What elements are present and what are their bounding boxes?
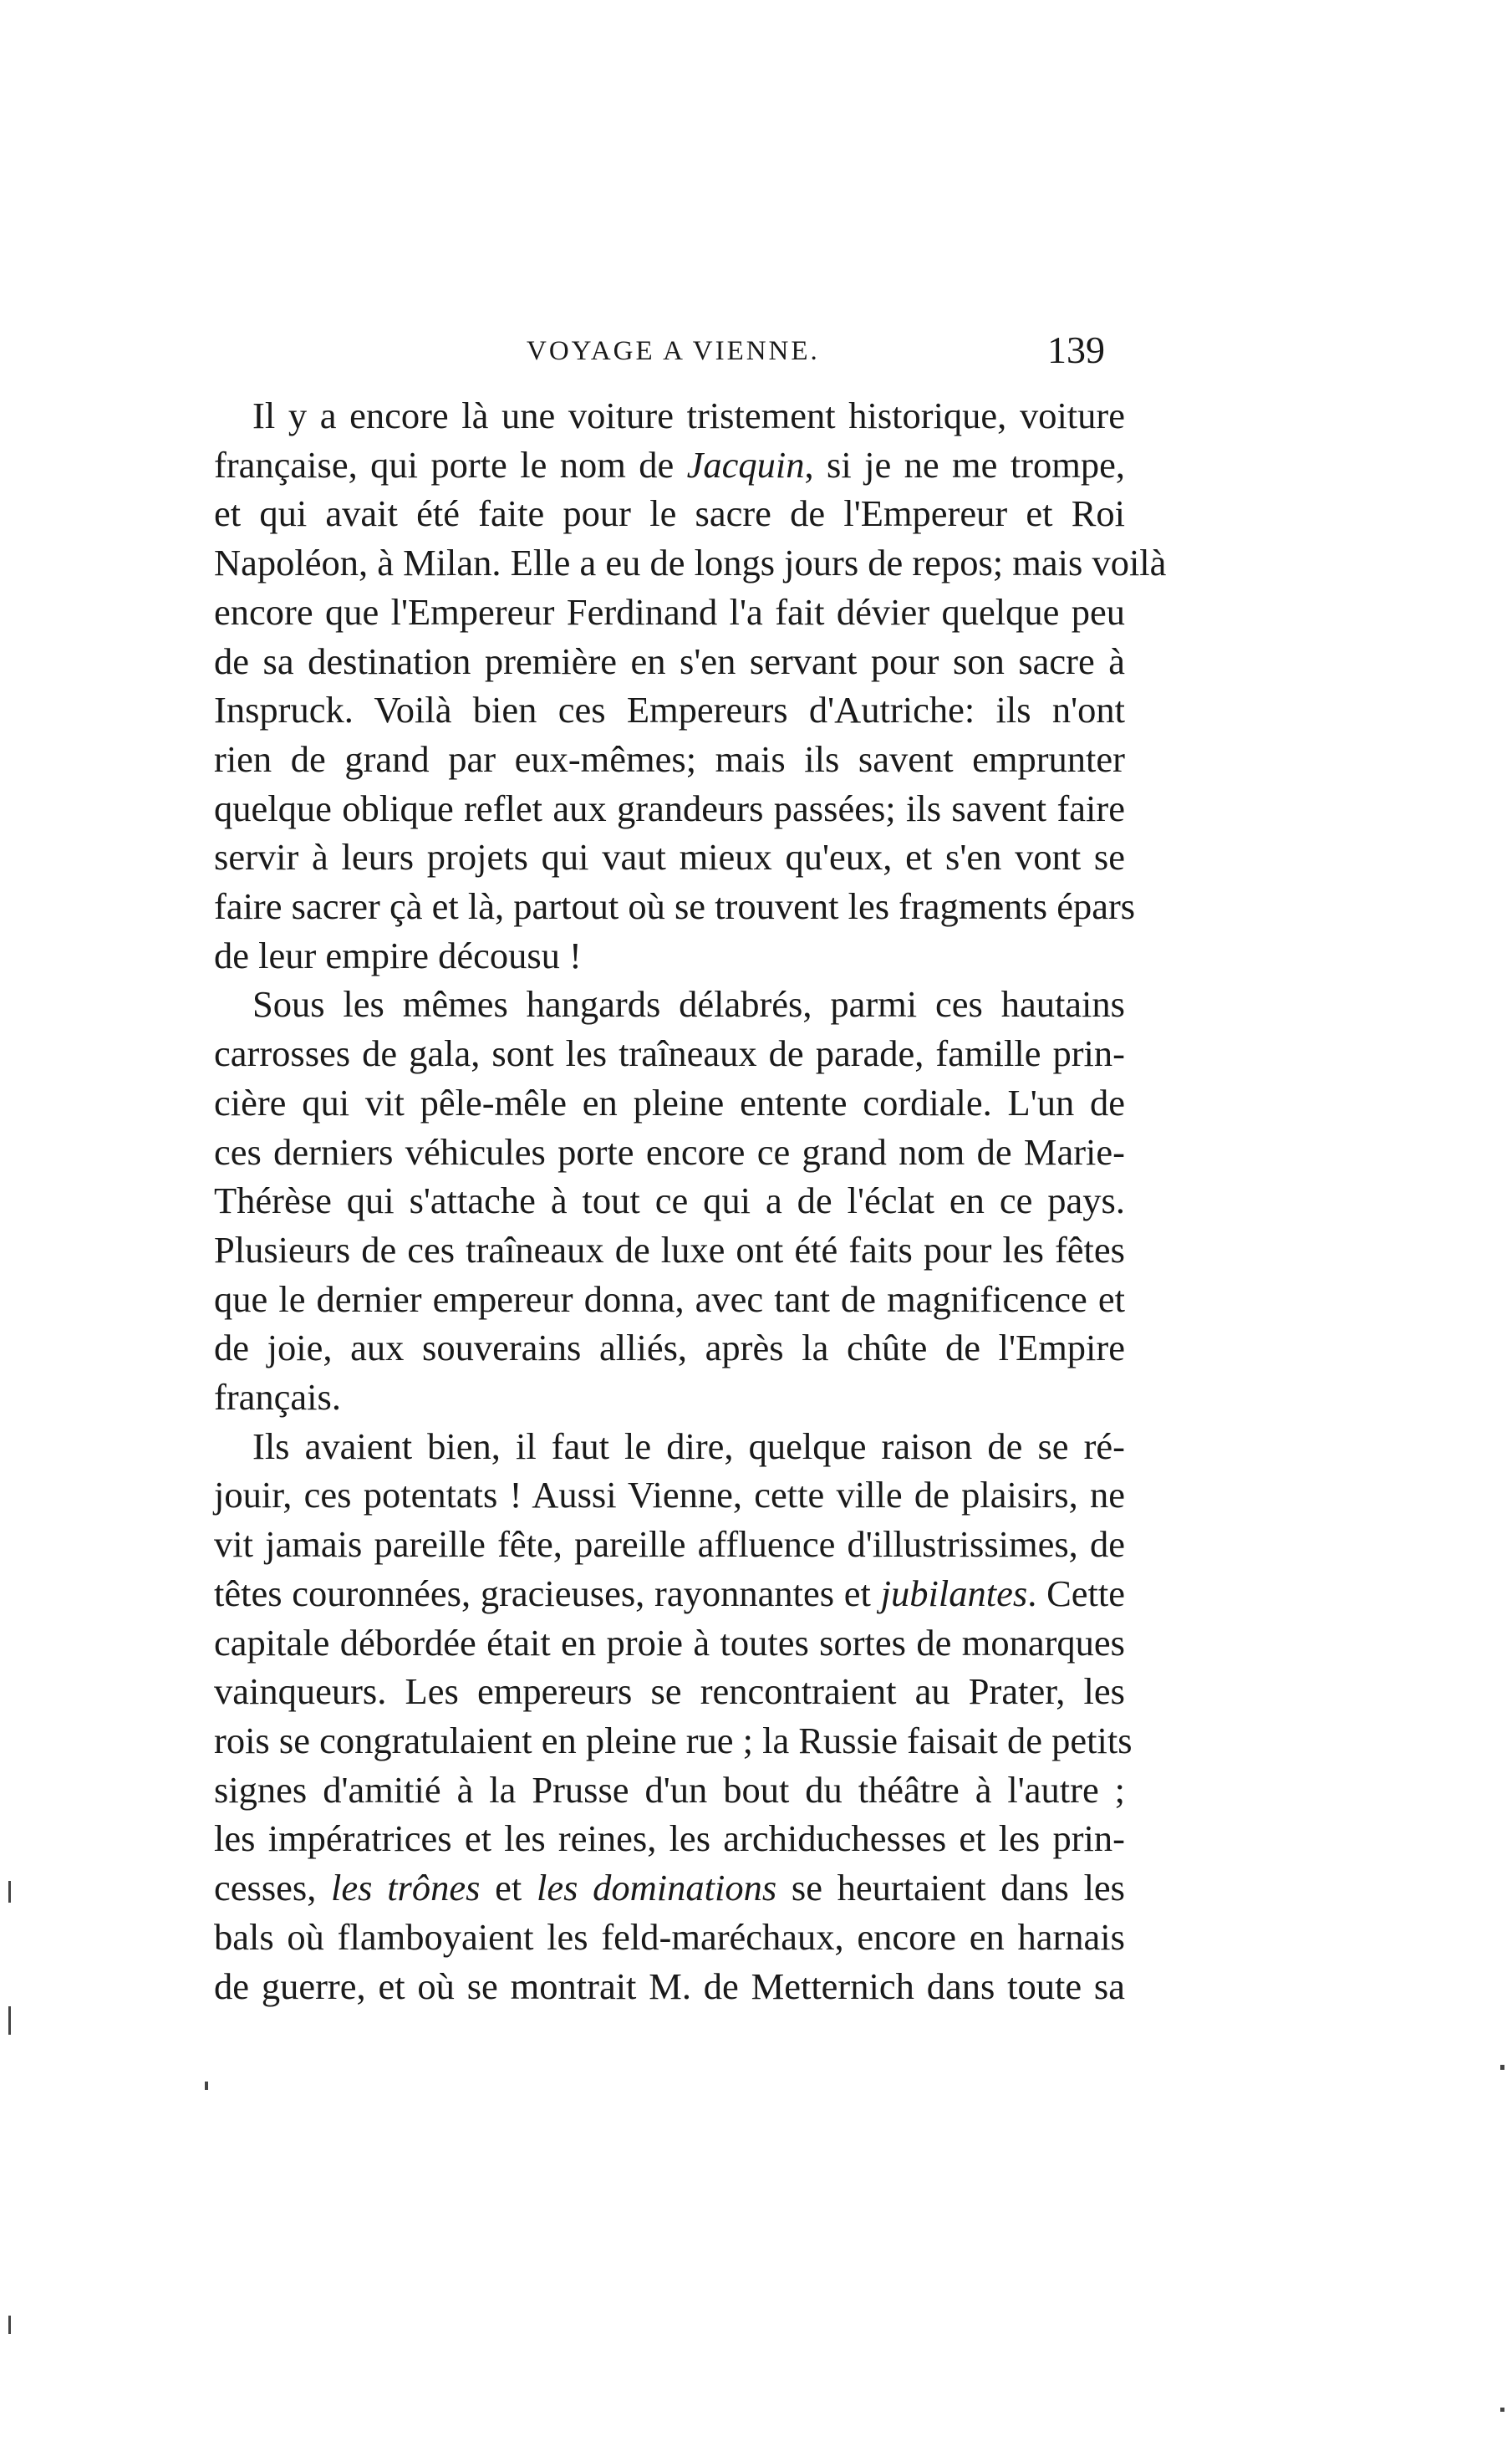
scan-speck [205, 2082, 208, 2090]
scan-speck [8, 2006, 11, 2035]
text-line: Thérèse qui s'attache à tout ce qui a de l'éclat en ce pays. [214, 1180, 1125, 1222]
text-line: bals où flamboyaient les feld-maréchaux, encore en harnais [214, 1915, 1125, 1958]
text-line: vainqueurs. Les empereurs se rencontraient au Prater, les [214, 1670, 1125, 1713]
text-line: Inspruck. Voilà bien ces Empereurs d'Autriche: ils n'ont [214, 689, 1125, 731]
page-number: 139 [1047, 329, 1105, 371]
text-line: faire sacrer çà et là, partout où se trouvent les fragments épars [214, 885, 1136, 928]
text-line: jouir, ces potentats ! Aussi Vienne, cette ville de plaisirs, ne [214, 1474, 1125, 1516]
scan-speck [1500, 2065, 1504, 2070]
text-line: Ils avaient bien, il faut le dire, quelque raison de se ré- [252, 1424, 1125, 1467]
text-line: Plusieurs de ces traîneaux de luxe ont été faits pour les fêtes [214, 1228, 1125, 1271]
text-line: cesses, les trônes et les dominations se heurtaient dans les [214, 1867, 1126, 1909]
text-line: ces derniers véhicules porte encore ce grand nom de Marie- [214, 1130, 1125, 1173]
scan-speck [1500, 2408, 1504, 2412]
text-line: que le dernier empereur donna, avec tant de magnificence et [214, 1277, 1125, 1320]
text-line: et qui avait été faite pour le sacre de l'Empereur et Roi [214, 492, 1125, 535]
text-line: encore que l'Empereur Ferdinand l'a fait dévier quelque peu [214, 590, 1125, 633]
text-line: de sa destination première en s'en servant pour son sacre à [214, 640, 1125, 682]
paragraph-2 [214, 980, 1125, 1421]
text-line: cière qui vit pêle-mêle en pleine entente cordiale. L'un de [214, 1081, 1125, 1124]
text-line: de joie, aux souverains alliés, après la chûte de l'Empire [214, 1327, 1125, 1369]
text-line: rien de grand par eux-mêmes; mais ils savent emprunter [214, 737, 1125, 780]
scan-speck [8, 2316, 11, 2334]
text-line: français. [214, 1376, 341, 1419]
text-line: de leur empire décousu ! [214, 934, 582, 976]
text-line: signes d'amitié à la Prusse d'un bout du théâtre à l'autre ; [214, 1768, 1125, 1811]
text-line: de guerre, et où se montrait M. de Metternich dans toute sa [214, 1965, 1125, 2007]
text-line: servir à leurs projets qui vaut mieux qu'eux, et s'en vont se [214, 836, 1125, 879]
text-line: vit jamais pareille fête, pareille affluence d'illustrissimes, de [214, 1523, 1125, 1566]
text-line: les impératrices et les reines, les archiduchesses et les prin- [214, 1817, 1125, 1860]
running-title: VOYAGE A VIENNE. [527, 336, 820, 366]
text-line: Napoléon, à Milan. Elle a eu de longs jours de repos; mais voilà [214, 542, 1167, 584]
text-line: têtes couronnées, gracieuses, rayonnantes et jubilantes. Cette [214, 1572, 1125, 1614]
text-line: Sous les mêmes hangards délabrés, parmi ces hautains [252, 983, 1125, 1026]
text-line: capitale débordée était en proie à toutes sortes de monarques [214, 1621, 1125, 1664]
text-line: quelque oblique reflet aux grandeurs passées; ils savent faire [214, 787, 1125, 829]
text-line: carrosses de gala, sont les traîneaux de parade, famille prin- [214, 1032, 1125, 1075]
text-line: Il y a encore là une voiture tristement historique, voiture [252, 395, 1125, 436]
scan-speck [8, 1881, 11, 1903]
text-line: française, qui porte le nom de Jacquin, si je ne me trompe, [214, 443, 1125, 486]
body-text [214, 391, 1167, 2010]
paragraph-3 [214, 1422, 1133, 2010]
text-line: rois se congratulaient en pleine rue ; la Russie faisait de petits [214, 1719, 1133, 1761]
paragraph-1 [214, 391, 1167, 980]
